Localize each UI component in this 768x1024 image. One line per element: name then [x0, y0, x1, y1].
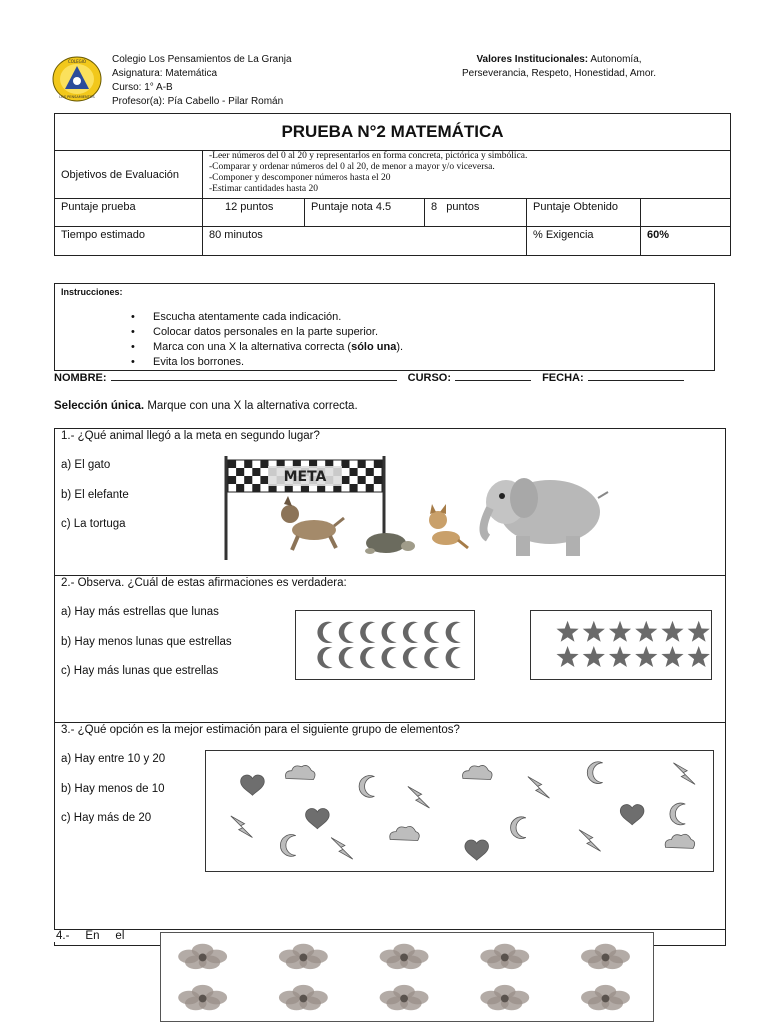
question-1-option-b[interactable]: b) El elefante — [61, 489, 129, 501]
flower-icon — [380, 944, 429, 969]
flower-icon — [581, 944, 630, 969]
moon-icon — [280, 835, 295, 857]
moon-icon — [511, 817, 526, 839]
grade-value: 8 puntos — [425, 199, 527, 227]
heart-icon — [306, 808, 330, 828]
cloud-icon — [286, 765, 316, 779]
student-data-line — [54, 372, 684, 384]
date-field[interactable] — [588, 372, 684, 381]
question-2-prompt: 2.- Observa. ¿Cuál de estas afirmaciones es verdadera: — [61, 577, 347, 589]
bolt-icon — [231, 816, 253, 838]
bolt-icon — [673, 763, 695, 785]
flower-icon — [178, 944, 227, 969]
flowers-panel — [160, 932, 654, 1022]
star-icon — [583, 621, 605, 642]
stars-panel — [530, 610, 712, 680]
values-line2: Perseverancia, Respeto, Honestidad, Amor. — [462, 68, 656, 79]
star-icon — [556, 646, 578, 667]
values-label: Valores Institucionales: — [476, 54, 589, 65]
turtle-icon — [365, 533, 415, 554]
obtained-value[interactable] — [641, 199, 731, 227]
school-logo — [52, 56, 102, 102]
svg-text:COLEGIO: COLEGIO — [67, 59, 87, 64]
star-icon — [688, 621, 710, 642]
cloud-icon — [665, 834, 695, 848]
question-4-prompt: 4.- En el — [56, 930, 125, 942]
moon-icon — [382, 647, 397, 668]
cloud-icon — [390, 826, 420, 840]
instruction-item: • Colocar datos personales en la parte superior. — [153, 325, 403, 340]
moon-icon — [446, 622, 461, 643]
star-icon — [583, 646, 605, 667]
star-icon — [688, 646, 710, 667]
bolt-icon — [528, 777, 550, 799]
exam-title: PRUEBA N°2 MATEMÁTICA — [55, 114, 731, 151]
moon-icon — [360, 647, 375, 668]
school-name: Colegio Los Pensamientos de La Granja — [112, 54, 292, 65]
question-3-option-b[interactable]: b) Hay menos de 10 — [61, 783, 165, 795]
course: Curso: 1° A-B — [112, 82, 173, 93]
objective-item: -Estimar cantidades hasta 20 — [209, 184, 318, 194]
score-label: Puntaje prueba — [55, 199, 203, 227]
moon-icon — [403, 622, 418, 643]
question-1-option-c[interactable]: c) La tortuga — [61, 518, 126, 530]
star-icon — [609, 621, 631, 642]
moon-icon — [360, 622, 375, 643]
question-2-option-a[interactable]: a) Hay más estrellas que lunas — [61, 606, 219, 618]
time-value: 80 minutos — [203, 227, 527, 256]
exam-table — [54, 113, 731, 256]
instruction-item: • Evita los borrones. — [153, 355, 403, 370]
star-icon — [661, 621, 683, 642]
course-field[interactable] — [455, 372, 531, 381]
heart-icon — [620, 805, 644, 825]
obtained-label: Puntaje Obtenido — [527, 199, 641, 227]
instruction-item: • Escucha atentamente cada indicación. — [153, 310, 403, 325]
grade-label: Puntaje nota 4.5 — [305, 199, 425, 227]
moon-icon — [339, 647, 354, 668]
instructions-heading: Instrucciones: — [61, 287, 123, 297]
question-3-prompt: 3.- ¿Qué opción es la mejor estimación para el siguiente grupo de elementos? — [61, 724, 460, 736]
cloud-icon — [463, 765, 493, 779]
question-1-prompt: 1.- ¿Qué animal llegó a la meta en segundo lugar? — [61, 430, 320, 442]
instruction-item: • Marca con una X la alternativa correcta (sólo una). — [153, 340, 403, 355]
moon-icon — [359, 776, 374, 798]
moon-icon — [403, 647, 418, 668]
school-info — [112, 53, 292, 109]
name-field[interactable] — [111, 372, 397, 381]
flower-icon — [279, 944, 328, 969]
moon-icon — [587, 762, 602, 784]
objective-item: -Comparar y ordenar números del 0 al 20, de menor a mayor y/o viceversa. — [209, 162, 495, 172]
time-label: Tiempo estimado — [55, 227, 203, 256]
instructions-box — [54, 283, 715, 371]
selection-instruction: Selección única. Marque con una X la alternativa correcta. — [54, 400, 358, 412]
star-icon — [635, 646, 657, 667]
elephant-icon — [483, 478, 608, 556]
question-divider — [54, 929, 726, 930]
star-icon — [609, 646, 631, 667]
score-value: 12 puntos — [203, 199, 305, 227]
question-divider — [54, 575, 726, 576]
objectives-list — [203, 151, 731, 199]
flower-icon — [178, 985, 227, 1010]
race-illustration — [220, 452, 620, 562]
course-label: CURSO: — [407, 372, 452, 384]
question-2-option-b[interactable]: b) Hay menos lunas que estrellas — [61, 636, 232, 648]
moon-icon — [339, 622, 354, 643]
objective-item: -Componer y descomponer números hasta el 20 — [209, 173, 391, 183]
moon-icon — [670, 803, 685, 825]
instructions-list — [153, 310, 403, 370]
finish-banner — [226, 456, 384, 560]
bolt-icon — [408, 786, 430, 808]
moons-panel — [295, 610, 475, 680]
name-label: NOMBRE: — [54, 372, 107, 384]
star-icon — [556, 621, 578, 642]
question-3-option-a[interactable]: a) Hay entre 10 y 20 — [61, 753, 166, 765]
star-icon — [661, 646, 683, 667]
question-divider — [54, 722, 726, 723]
subject: Asignatura: Matemática — [112, 68, 218, 79]
finish-banner-text: META — [283, 469, 327, 485]
heart-icon — [241, 775, 265, 795]
date-label: FECHA: — [542, 372, 584, 384]
flower-icon — [581, 985, 630, 1010]
bolt-icon — [331, 838, 353, 860]
star-icon — [635, 621, 657, 642]
institutional-values — [448, 53, 670, 81]
flower-icon — [380, 985, 429, 1010]
cat-icon — [429, 504, 468, 548]
moon-icon — [317, 622, 332, 643]
flower-icon — [480, 985, 529, 1010]
moon-icon — [424, 622, 439, 643]
demand-label: % Exigencia — [527, 227, 641, 256]
values-line1: Autonomía, — [590, 54, 642, 65]
teacher: Profesor(a): Pía Cabello - Pilar Román — [112, 96, 284, 107]
moon-icon — [446, 647, 461, 668]
demand-value: 60% — [641, 227, 731, 256]
heart-icon — [465, 840, 489, 860]
dog-icon — [281, 496, 344, 550]
objectives-label: Objetivos de Evaluación — [55, 151, 203, 199]
moon-icon — [424, 647, 439, 668]
objective-item: -Leer números del 0 al 20 y representarlos en forma concreta, pictórica y simbólica. — [209, 151, 528, 161]
flower-icon — [480, 944, 529, 969]
mixed-elements-panel — [205, 750, 714, 872]
question-2-option-c[interactable]: c) Hay más lunas que estrellas — [61, 665, 219, 677]
question-1-option-a[interactable]: a) El gato — [61, 459, 111, 471]
moon-icon — [382, 622, 397, 643]
bolt-icon — [579, 830, 601, 852]
svg-text:LOS PENSAMIENTOS: LOS PENSAMIENTOS — [59, 95, 95, 99]
flower-icon — [279, 985, 328, 1010]
question-3-option-c[interactable]: c) Hay más de 20 — [61, 812, 152, 824]
moon-icon — [317, 647, 332, 668]
